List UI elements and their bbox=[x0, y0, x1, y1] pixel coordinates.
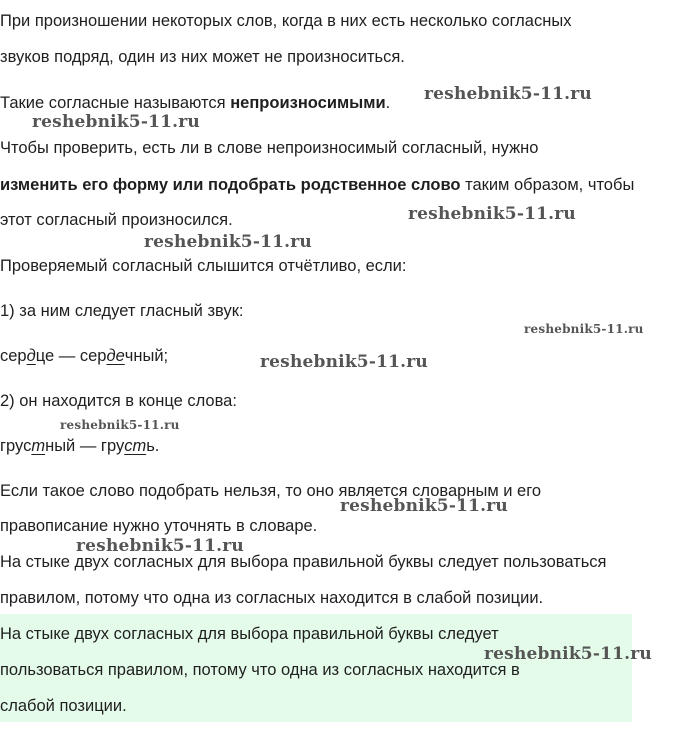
highlight-line-3: слабой позиции. bbox=[0, 697, 127, 715]
paragraph-1-line-2: звуков подряд, один из них может не произноситься. bbox=[0, 48, 405, 66]
example-1-part-e: чный; bbox=[124, 347, 169, 365]
watermark: reshebnik5-11.ru bbox=[144, 232, 312, 252]
paragraph-1-line-1: При произношении некоторых слов, когда в них есть несколько согласных bbox=[0, 12, 572, 30]
paragraph-2-period: . bbox=[385, 94, 391, 112]
method-bold: изменить его форму или подобрать родственное слово bbox=[0, 176, 461, 194]
example-1-letter: д bbox=[26, 347, 36, 365]
watermark: reshebnik5-11.ru bbox=[32, 112, 200, 132]
paragraph-8-line-1: На стыке двух согласных для выбора правильной буквы следует пользоваться bbox=[0, 553, 607, 571]
highlight-line-1: На стыке двух согласных для выбора правильной буквы следует bbox=[0, 625, 499, 643]
paragraph-3-line-1: Чтобы проверить, есть ли в слове непроизносимый согласный, нужно bbox=[0, 139, 539, 157]
paragraph-8-line-2: правилом, потому что одна из согласных находится в слабой позиции. bbox=[0, 589, 544, 607]
term-bold: непроизносимыми bbox=[230, 94, 386, 112]
rule-1: 1) за ним следует гласный звук: bbox=[0, 302, 244, 320]
example-2-part-a: грус bbox=[0, 437, 32, 455]
example-1 bbox=[0, 345, 168, 367]
watermark: reshebnik5-11.ru bbox=[340, 496, 508, 516]
example-2-letters: ст bbox=[124, 437, 147, 455]
watermark: reshebnik5-11.ru bbox=[76, 536, 244, 556]
paragraph-7-line-1: Если такое слово подобрать нельзя, то оно является словарным и его bbox=[0, 482, 542, 500]
watermark: reshebnik5-11.ru bbox=[260, 352, 428, 372]
paragraph-7-line-2: правописание нужно уточнять в словаре. bbox=[0, 517, 318, 535]
example-1-part-c: це — сер bbox=[35, 347, 107, 365]
watermark: reshebnik5-11.ru bbox=[424, 84, 592, 104]
watermark: reshebnik5-11.ru bbox=[408, 204, 576, 224]
watermark: reshebnik5-11.ru bbox=[60, 418, 180, 432]
watermark: reshebnik5-11.ru bbox=[524, 322, 644, 336]
paragraph-3-line-2-rest: таким образом, чтобы bbox=[460, 176, 635, 194]
paragraph-2-text: Такие согласные называются bbox=[0, 94, 231, 112]
watermark: reshebnik5-11.ru bbox=[484, 644, 652, 664]
paragraph-4: Проверяемый согласный слышится отчётливо, если: bbox=[0, 257, 407, 275]
example-2-letter: т bbox=[31, 437, 46, 455]
paragraph-2 bbox=[0, 92, 390, 114]
example-2-part-e: ь. bbox=[146, 437, 160, 455]
paragraph-3-line-2 bbox=[0, 174, 634, 196]
highlight-line-2: пользоваться правилом, потому что одна из согласных находится в bbox=[0, 661, 520, 679]
paragraph-3-line-3: этот согласный произносился. bbox=[0, 211, 233, 229]
example-2 bbox=[0, 435, 159, 457]
rule-2: 2) он находится в конце слова: bbox=[0, 392, 237, 410]
example-1-part-a: сер bbox=[0, 347, 27, 365]
example-2-part-c: ный — гру bbox=[45, 437, 125, 455]
example-1-letters: де bbox=[106, 347, 125, 365]
